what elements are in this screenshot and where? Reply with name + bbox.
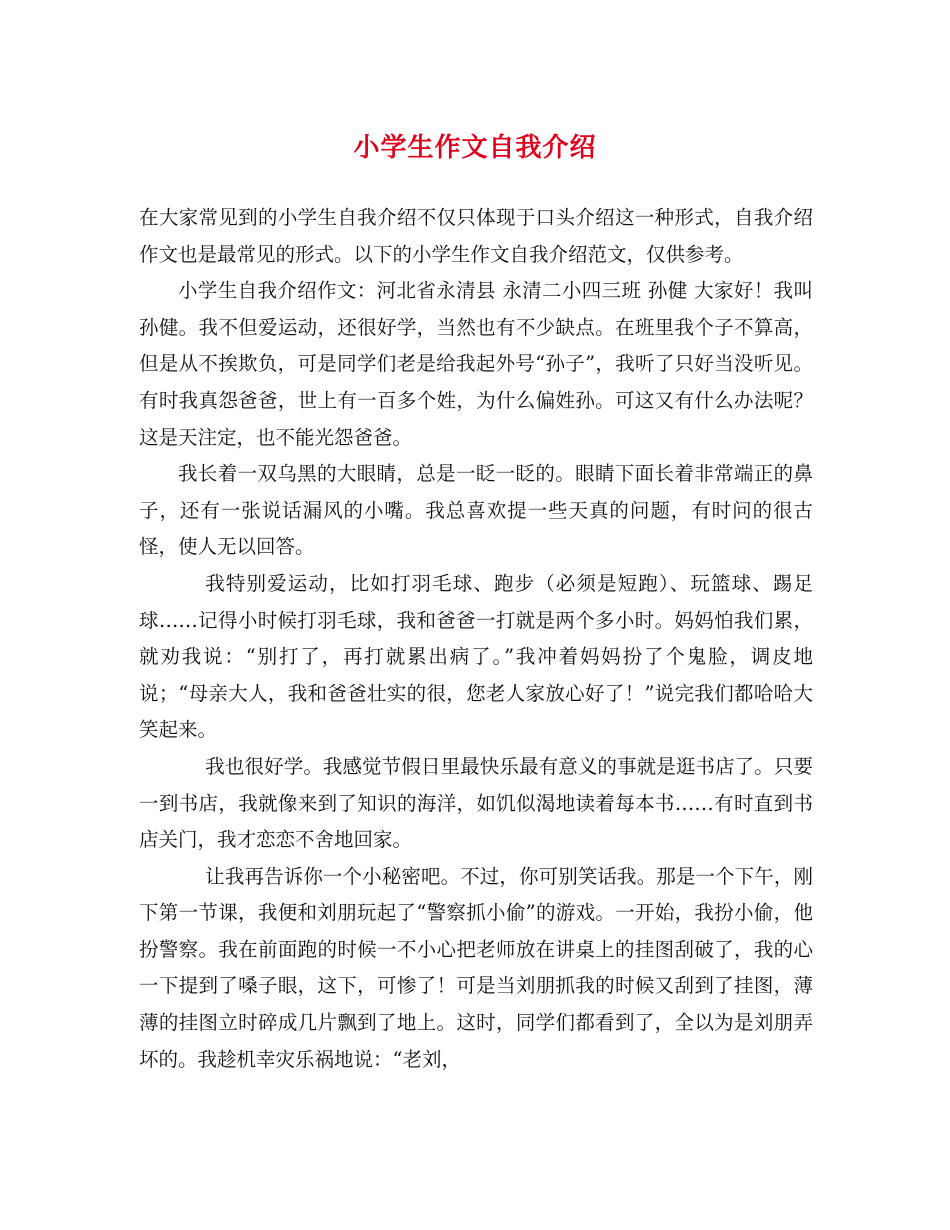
paragraph-sports: 我特别爱运动，比如打羽毛球、跑步（必须是短跑）、玩篮球、踢足球……记得小时候打羽毛球，我和爸爸一打就是两个多小时。妈妈怕我们累，就劝我说：“别打了，再打就累出病了。”我冲着妈妈扮了个鬼脸，调皮地说；“母亲大人，我和爸爸壮实的很，您老人家放心好了！”说完我们都哈哈大笑起来。 <box>139 571 813 742</box>
document-body <box>139 200 813 1078</box>
paragraph-self-intro: 小学生自我介绍作文：河北省永清县 永清二小四三班 孙健 大家好！我叫孙健。我不但爱运动，还很好学，当然也有不少缺点。在班里我个子不算高，但是从不挨欺负，可是同学们老是给我起外号“孙子”，我听了只好当没听见。有时我真怨爸爸，世上有一百多个姓，为什么偏姓孙。可这又有什么办法呢？这是天注定，也不能光怨爸爸。 <box>139 279 813 449</box>
paragraph-secret: 让我再告诉你一个小秘密吧。不过，你可别笑话我。那是一个下午，刚下第一节课，我便和刘朋玩起了“警察抓小偷”的游戏。一开始，我扮小偷，他扮警察。我在前面跑的时候一不小心把老师放在讲桌上的挂图刮破了，我的心一下提到了嗓子眼，这下，可惨了！可是当刘朋抓我的时候又刮到了挂图，薄薄的挂图立时碎成几片飘到了地上。这时，同学们都看到了，全以为是刘朋弄坏的。我趁机幸灾乐祸地说：“老刘， <box>139 864 813 1071</box>
paragraph-intro: 在大家常见到的小学生自我介绍不仅只体现于口头介绍这一种形式，自我介绍作文也是最常见的形式。以下的小学生作文自我介绍范文，仅供参考。 <box>139 206 813 266</box>
paragraph-appearance: 我长着一双乌黑的大眼睛，总是一眨一眨的。眼睛下面长着非常端正的鼻子，还有一张说话漏风的小嘴。我总喜欢提一些天真的问题，有时问的很古怪，使人无以回答。 <box>139 462 813 559</box>
paragraph-study: 我也很好学。我感觉节假日里最快乐最有意义的事就是逛书店了。只要一到书店，我就像来到了知识的海洋，如饥似渴地读着每本书……有时直到书店关门，我才恋恋不舍地回家。 <box>139 754 813 852</box>
document-title: 小学生作文自我介绍 <box>353 133 597 163</box>
